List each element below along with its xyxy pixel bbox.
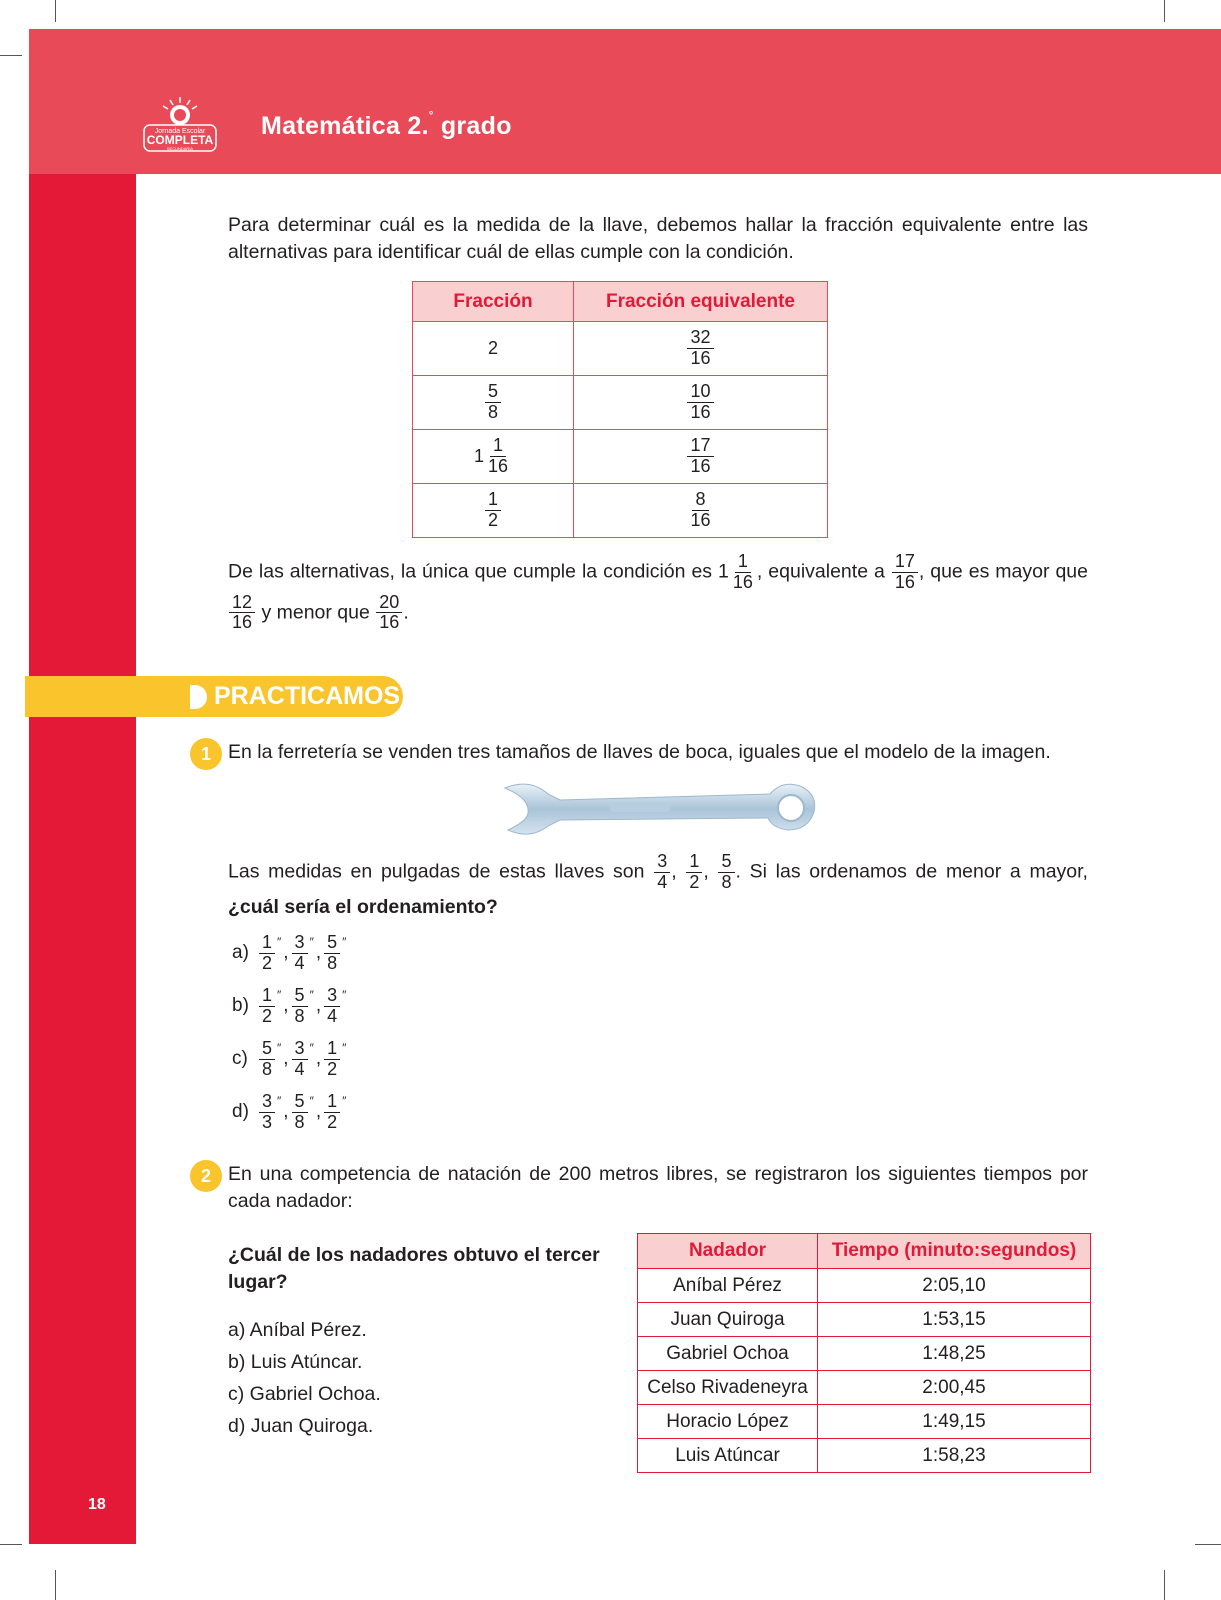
section-banner (25, 676, 403, 717)
numerator: 10 (687, 382, 713, 403)
answer-option[interactable] (232, 1092, 346, 1133)
comma: , (671, 860, 677, 883)
swimmer-cell: Juan Quiroga (638, 1303, 818, 1337)
numerator: 1 (324, 1039, 340, 1060)
inch-mark: ″ (342, 988, 347, 1002)
inch-mark: ″ (342, 1041, 347, 1055)
numerator: 5 (324, 933, 340, 954)
fraction (292, 1092, 308, 1133)
conclusion-paragraph (228, 552, 1088, 633)
numerator: 5 (718, 852, 734, 873)
logo-line2: COMPLETA (146, 133, 214, 147)
question-1-measures (228, 852, 1088, 921)
denominator: 16 (379, 612, 400, 633)
column-header: Fracción equivalente (574, 282, 828, 322)
logo-line3: SECUNDARIA (166, 146, 194, 151)
fraction (292, 1039, 308, 1080)
column-header: Fracción (413, 282, 574, 322)
page-number: 18 (88, 1496, 106, 1513)
section-title: PRACTICAMOS (214, 682, 401, 710)
numerator: 5 (259, 1039, 275, 1060)
denominator: 8 (294, 1005, 305, 1026)
fraction (259, 1092, 275, 1133)
fraction (324, 1092, 340, 1133)
numerator: 5 (485, 382, 501, 403)
measures-after-text: . Si las ordenamos de menor a mayor, (735, 860, 1088, 883)
fraction (292, 986, 308, 1027)
answer-option[interactable]: c) Gabriel Ochoa. (228, 1383, 381, 1405)
fraction-cell (413, 430, 574, 484)
page-title (261, 112, 512, 141)
question-2-text: En una competencia de natación de 200 metros libres, se registraron los siguientes tiempos por cada nadador: (228, 1163, 1088, 1212)
numerator: 5 (292, 1092, 308, 1113)
denominator: 8 (294, 1111, 305, 1132)
crop-mark (1195, 1544, 1221, 1545)
fraction-cell (413, 484, 574, 538)
degree-mark: ° (428, 110, 434, 122)
numerator: 3 (292, 933, 308, 954)
swimmer-cell: Celso Rivadeneyra (638, 1371, 818, 1405)
denominator: 16 (894, 571, 915, 592)
numerator: 1 (259, 933, 275, 954)
conclusion-text: , equivalente a (756, 560, 885, 583)
table-row (413, 322, 828, 376)
denominator: 16 (732, 571, 753, 592)
comma: , (703, 860, 709, 883)
wrench-image (500, 780, 820, 840)
swimmer-cell: Luis Atúncar (638, 1439, 818, 1473)
numerator: 3 (654, 852, 670, 873)
option-label: b) (232, 995, 249, 1017)
table-header-row (413, 282, 828, 322)
question-2-options (228, 1317, 608, 1445)
numerator: 3 (324, 986, 340, 1007)
inch-mark: ″ (342, 935, 347, 949)
banner-tab-icon (190, 685, 207, 709)
numerator: 12 (229, 593, 255, 614)
table-header-row (638, 1234, 1091, 1269)
answer-option[interactable]: d) Juan Quiroga. (228, 1415, 374, 1437)
numerator: 17 (892, 552, 918, 573)
conclusion-text: , que es mayor que (918, 560, 1088, 583)
denominator: 4 (327, 1005, 338, 1026)
numerator: 1 (485, 490, 501, 511)
jornada-escolar-logo (140, 95, 220, 157)
comma: , (283, 1048, 289, 1070)
swim-times-table (637, 1233, 1091, 1473)
numerator: 5 (292, 986, 308, 1007)
comma: , (315, 1101, 322, 1123)
denominator: 8 (721, 871, 732, 892)
numerator: 1 (324, 1092, 340, 1113)
answer-option[interactable] (232, 1039, 346, 1080)
numerator: 1 (259, 986, 275, 1007)
denominator: 16 (232, 612, 253, 633)
fraction (654, 852, 670, 893)
crop-mark (55, 1570, 56, 1600)
table-row (638, 1303, 1091, 1337)
time-cell: 2:05,10 (818, 1269, 1091, 1303)
denominator: 2 (327, 1058, 338, 1079)
answer-option[interactable] (232, 933, 346, 974)
time-cell: 1:58,23 (818, 1439, 1091, 1473)
equivalent-cell (574, 376, 828, 430)
table-row (413, 430, 828, 484)
crop-mark (0, 55, 22, 56)
option-label: d) (232, 1101, 249, 1123)
question-1-text: En la ferretería se venden tres tamaños de llaves de boca, iguales que el modelo de la imagen. (228, 741, 1051, 763)
whole-number: 2 (487, 338, 498, 358)
fraction (485, 382, 501, 423)
crop-mark (1164, 1570, 1165, 1600)
denominator: 2 (689, 871, 700, 892)
denominator: 2 (262, 1005, 273, 1026)
fraction-cell (413, 322, 574, 376)
title-text: Matemática 2. (261, 112, 429, 140)
denominator: 4 (294, 1058, 305, 1079)
swimmer-cell: Gabriel Ochoa (638, 1337, 818, 1371)
comma: , (315, 1048, 322, 1070)
denominator: 8 (487, 402, 498, 422)
numerator: 3 (292, 1039, 308, 1060)
equivalent-cell (574, 484, 828, 538)
option-label: c) (232, 1048, 248, 1070)
fraction (687, 328, 713, 369)
fraction (324, 986, 340, 1027)
denominator: 2 (327, 1111, 338, 1132)
question-number-badge: 1 (190, 738, 222, 770)
comma: , (283, 942, 289, 964)
answer-option[interactable]: b) Luis Atúncar. (228, 1351, 363, 1373)
comma: , (283, 995, 289, 1017)
denominator: 16 (487, 456, 509, 476)
numerator: 8 (692, 490, 708, 511)
inch-mark: ″ (277, 1041, 282, 1055)
inch-mark: ″ (277, 1094, 282, 1108)
fraction-table (412, 281, 828, 538)
denominator: 16 (690, 510, 711, 530)
time-cell: 2:00,45 (818, 1371, 1091, 1405)
intro-paragraph: Para determinar cuál es la medida de la llave, debemos hallar la fracción equivalente entre las alternativas para identificar cuál de ellas cumple con la condición. (228, 214, 1088, 263)
denominator: 16 (690, 348, 711, 368)
fraction (892, 552, 918, 593)
inch-mark: ″ (342, 1094, 347, 1108)
numerator: 1 (735, 552, 751, 573)
time-cell: 1:49,15 (818, 1405, 1091, 1439)
time-cell: 1:53,15 (818, 1303, 1091, 1337)
fraction (259, 986, 275, 1027)
inch-mark: ″ (309, 988, 314, 1002)
table-row (413, 484, 828, 538)
denominator: 2 (262, 952, 273, 973)
numerator: 1 (686, 852, 702, 873)
fraction (718, 852, 734, 893)
question-number-badge: 2 (190, 1160, 222, 1192)
denominator: 2 (487, 510, 498, 530)
time-cell: 1:48,25 (818, 1337, 1091, 1371)
question-1-bold: ¿cuál sería el ordenamiento? (228, 895, 498, 918)
answer-option[interactable]: a) Aníbal Pérez. (228, 1319, 367, 1341)
comma: , (315, 942, 322, 964)
logo-line1: Jornada Escolar (154, 128, 206, 135)
denominator: 4 (657, 871, 668, 892)
fraction-cell (413, 376, 574, 430)
denominator: 16 (690, 456, 711, 476)
fraction (686, 852, 702, 893)
swimmer-cell: Aníbal Pérez (638, 1269, 818, 1303)
conclusion-text: De las alternativas, la única que cumple la condición es 1 (228, 560, 729, 583)
column-header: Tiempo (minuto:segundos) (818, 1234, 1091, 1269)
fraction (324, 1039, 340, 1080)
inch-mark: ″ (277, 935, 282, 949)
fraction (730, 552, 756, 593)
sidebar-band (29, 174, 136, 1544)
crop-mark (55, 0, 56, 22)
conclusion-text: . (403, 601, 409, 624)
title-suffix: grado (440, 112, 512, 140)
inch-mark: ″ (309, 935, 314, 949)
crop-mark (1164, 0, 1165, 22)
fraction (485, 436, 511, 477)
table-row (413, 376, 828, 430)
conclusion-text: y menor que (261, 601, 370, 624)
comma: , (283, 1101, 289, 1123)
numerator: 3 (259, 1092, 275, 1113)
numerator: 1 (490, 436, 506, 457)
whole-number: 1 (473, 446, 484, 466)
answer-option[interactable] (232, 986, 346, 1027)
denominator: 8 (262, 1058, 273, 1079)
fraction (259, 933, 275, 974)
denominator: 4 (294, 952, 305, 973)
fraction (376, 593, 402, 634)
measures-text: Las medidas en pulgadas de estas llaves son (228, 860, 645, 883)
equivalent-cell (574, 430, 828, 484)
fraction (324, 933, 340, 974)
fraction (229, 593, 255, 634)
table-row (638, 1269, 1091, 1303)
table-row (638, 1371, 1091, 1405)
fraction (292, 933, 308, 974)
swimmer-cell: Horacio López (638, 1405, 818, 1439)
question-2-prompt: ¿Cuál de los nadadores obtuvo el tercer lugar? (228, 1244, 600, 1293)
denominator: 8 (327, 952, 338, 973)
table-row (638, 1405, 1091, 1439)
denominator: 16 (690, 402, 711, 422)
fraction (687, 436, 713, 477)
crop-mark (0, 1544, 22, 1545)
numerator: 20 (376, 593, 402, 614)
numerator: 32 (687, 328, 713, 349)
fraction (485, 490, 501, 531)
fraction (259, 1039, 275, 1080)
inch-mark: ″ (309, 1094, 314, 1108)
comma: , (315, 995, 322, 1017)
inch-mark: ″ (277, 988, 282, 1002)
table-row (638, 1337, 1091, 1371)
inch-mark: ″ (309, 1041, 314, 1055)
column-header: Nadador (638, 1234, 818, 1269)
table-row (638, 1439, 1091, 1473)
denominator: 3 (262, 1111, 273, 1132)
option-label: a) (232, 942, 249, 964)
equivalent-cell (574, 322, 828, 376)
numerator: 17 (687, 436, 713, 457)
fraction (687, 382, 713, 423)
fraction (687, 490, 713, 531)
